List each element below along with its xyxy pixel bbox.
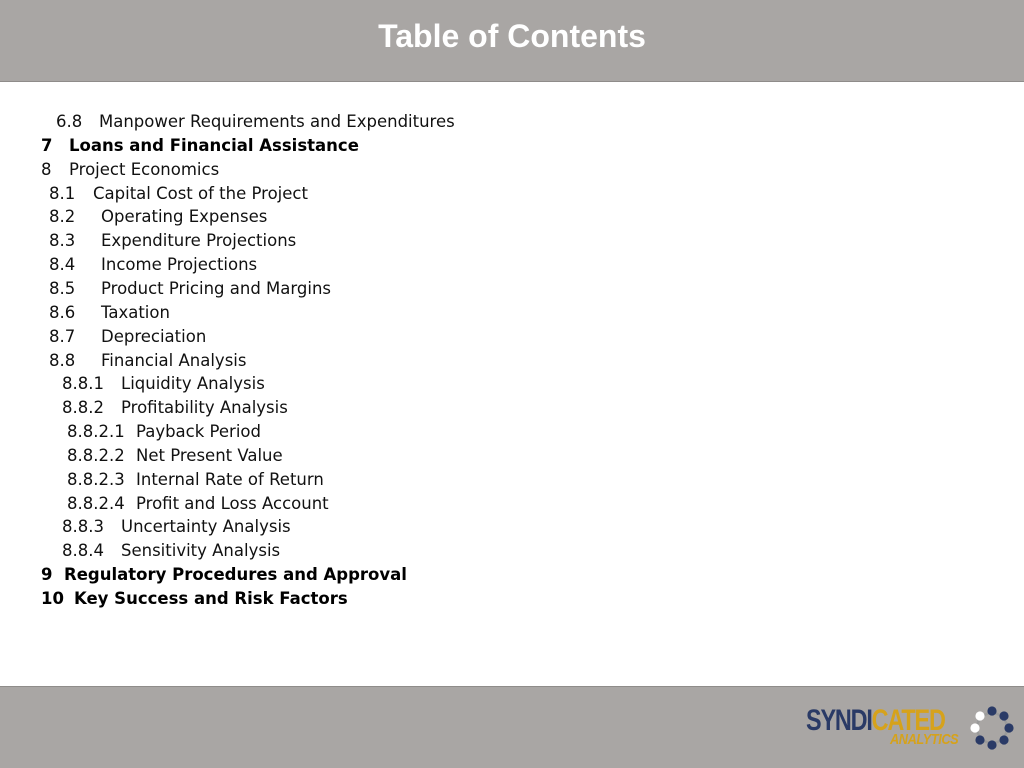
toc-entry-title: Income Projections — [101, 255, 258, 275]
toc-entry-title: Sensitivity Analysis — [121, 541, 281, 561]
toc-entry-title: Key Success and Risk Factors — [74, 589, 348, 608]
toc-entry-number: 6.8 — [56, 112, 83, 131]
toc-entry-title: Regulatory Procedures and Approval — [64, 565, 407, 585]
toc-entry-number: 8 — [41, 159, 52, 179]
footer-band — [0, 686, 1024, 768]
toc-entry-title: Financial Analysis — [101, 350, 247, 370]
logo-text-part1: SYNDI — [806, 704, 872, 737]
toc-entry-title: Manpower Requirements and Expenditures — [99, 112, 455, 131]
toc-entry-number: 10 — [41, 589, 64, 608]
toc-entry-number: 8.8.2.4 — [67, 493, 125, 513]
company-logo — [806, 705, 1016, 753]
toc-entry-number: 8.3 — [49, 231, 76, 251]
toc-entry-number: 8.5 — [49, 278, 76, 298]
toc-entry-title: Capital Cost of the Project — [93, 183, 308, 203]
toc-entry-number: 8.2 — [49, 207, 76, 227]
toc-entry-number: 8.7 — [49, 326, 76, 346]
page-title: Table of Contents — [378, 18, 646, 54]
toc-entry-number: 8.8 — [49, 350, 76, 370]
logo-text-part2: CATED — [871, 704, 945, 737]
toc-entry-number: 8.8.1 — [62, 374, 104, 394]
toc-entry-title: Project Economics — [69, 159, 220, 179]
toc-entry-number: 7 — [41, 135, 53, 155]
toc-entry-number: 8.8.2.2 — [67, 445, 125, 465]
toc-entry-number: 8.8.3 — [62, 517, 104, 537]
toc-entry-number: 9 — [41, 565, 53, 585]
toc-entry-title: Operating Expenses — [101, 207, 268, 227]
toc-entry-title: Internal Rate of Return — [136, 469, 324, 489]
toc-entry-number: 8.8.4 — [62, 541, 104, 561]
toc-entry-title: Profitability Analysis — [121, 398, 288, 418]
logo-dots-icon — [970, 706, 1014, 750]
toc-entry-number: 8.8.2.1 — [67, 422, 125, 442]
toc-entry-title: Net Present Value — [136, 445, 283, 465]
toc-entry-title: Payback Period — [136, 422, 261, 442]
toc-entry-title: Liquidity Analysis — [121, 374, 265, 394]
header-band — [0, 0, 1024, 82]
toc-entry-number: 8.4 — [49, 255, 76, 275]
toc-entry-number: 8.8.2.3 — [67, 469, 125, 489]
toc-entry-title: Product Pricing and Margins — [101, 278, 331, 298]
logo-subtext: ANALYTICS — [890, 731, 959, 748]
toc-entry-title: Uncertainty Analysis — [121, 517, 291, 537]
toc-entry-number: 8.1 — [49, 183, 76, 203]
toc-entry-title: Depreciation — [101, 326, 207, 346]
toc-entry-title: Expenditure Projections — [101, 231, 297, 251]
toc-entry-title: Taxation — [101, 302, 170, 322]
toc-entry-number: 8.6 — [49, 302, 76, 322]
toc-entry-title: Loans and Financial Assistance — [69, 135, 359, 155]
toc-entry-title: Profit and Loss Account — [136, 493, 329, 513]
toc-entry-number: 8.8.2 — [62, 398, 104, 418]
